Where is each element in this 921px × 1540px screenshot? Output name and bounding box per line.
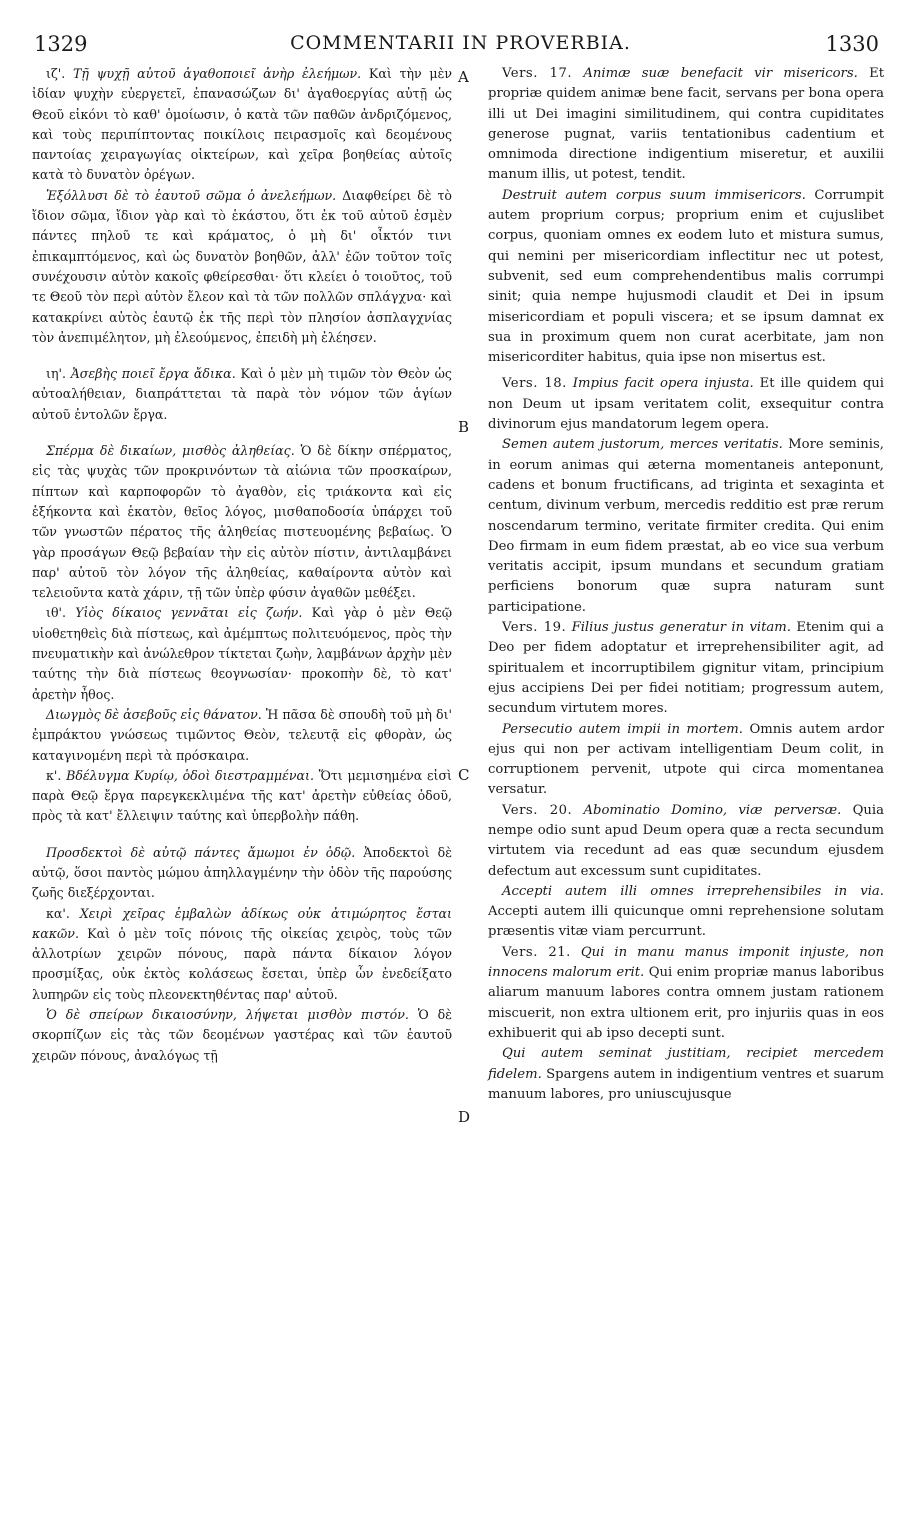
lemma: Abominatio Domino, viæ perversæ. (583, 802, 842, 818)
greek-paragraph: Ὁ δὲ σπείρων δικαιοσύνην, λήψεται μισθὸν πιστόν. Ὁ δὲ σκορπίζων εἰς τὰς τῶν δεομένων γαστέρας καὶ τῶν ἑαυτοῦ χειρῶν πόνους, ἀναλόγως τῇ (32, 1007, 452, 1063)
page-number-left: 1329 (34, 32, 88, 56)
margin-marker-c: C (458, 766, 470, 784)
latin-paragraph: Persecutio autem impii in mortem. Omnis autem ardor ejus qui non per activam intelligentiam Deum colit, in corruptionem pervenit, utpote qui circa momentanea versatur. (488, 721, 884, 798)
lemma: Impius facit opera injusta. (572, 376, 754, 392)
verse-number: Vers. 19. (502, 620, 567, 636)
latin-paragraph: Vers. 17. Animæ suæ benefacit vir misericors. Et propriæ quidem animæ bene facit, servans per bona opera illi ut Dei imagini similitudinem, qui contra cupiditates generose pugnat, variis tentationibus cadentium et omnimoda directione indigentium miseretur, et auxilii manum illis, ut potest, tendit. (488, 66, 884, 183)
greek-paragraph: Σπέρμα δὲ δικαίων, μισθὸς ἀληθείας. Ὁ δὲ δίκην σπέρματος, εἰς τὰς ψυχὰς τῶν προκρινόντων τὰ αἰώνια τῶν προσκαίρων, πίπτων καὶ καρποφορῶν τὸ ἀγαθὸν, εἰς τριάκοντα καὶ εἰς ἑξήκοντα καὶ ἑκατὸν, θεῖος λόγος, μισθαποδοσία ὑπάρχει τοῦ τῶν γνωστῶν πέρατος τῆς ἀληθείας πιστευομένης βεβαίως. Ὁ γὰρ προσάγων Θεῷ βεβαίαν τὴν εἰς αὐτὸν πίστιν, ἀντιλαμβάνει παρ' αὐτοῦ τὸν λόγον τῆς ἀληθείας, καθαίροντα αὐτὸν καὶ τελειοῦντα κατὰ χάριν, τῇ τῶν ὑπὲρ φύσιν ἀγαθῶν μεθέξει. (32, 443, 452, 601)
lemma: Υἱὸς δίκαιος γεννᾶται εἰς ζωήν. (75, 605, 303, 621)
verse-number: Vers. 17. (502, 66, 573, 81)
latin-paragraph: Qui autem seminat justitiam, recipiet mercedem fidelem. Spargens autem in indigentium ventres et suarum manuum labores, pro uniuscujusque (488, 1046, 884, 1102)
lemma: Animæ suæ benefacit vir misericors. (583, 66, 858, 81)
latin-paragraph: Destruit autem corpus suum immisericors. Corrumpit autem proprium corpus; proprium enim et cujuslibet corpus, quoniam omnes ex eodem luto et mistura sumus, qui nemini per misericordiam inflectitur nec ut potest, subvenit, sed eum comprehendentibus malis corrumpi sinit; quia nempe hujusmodi claudit et Dei in ipsum misericordiam et populi viscera; et se ipsum damnat ex sua in proximum quem non curat acerbitate, jam non misericorditer habitus, quia ipse non misertus est. (488, 187, 884, 366)
greek-paragraph: Ἐξόλλυσι δὲ τὸ ἑαυτοῦ σῶμα ὁ ἀνελεήμων. Διαφθείρει δὲ τὸ ἴδιον σῶμα, ἴδιον γὰρ καὶ τὸ ἑκάστου, ὅτι ἐκ τοῦ αὐτοῦ ἐσμὲν πάντες πηλοῦ τε καὶ κράματος, ὁ μὴ δι' οἶκτόν τινι ἐπικαμπτόμενος, καὶ ὡς δυνατὸν βοηθῶν, ἀλλ' ἐῶν τοῦτον τοῖς συνέχουσιν αὐτὸν κακοῖς φθείρεσθαι· ὅτι κλείει ὁ τοιοῦτος, τοῦ τε Θεοῦ τὸν περὶ αὐτὸν ἔλεον καὶ τὰ τῶν πολλῶν σπλάγχνα· καὶ κατακρίνει αὐτὸς ἑαυτῷ ἐκ τῆς περὶ τὸν πλησίον ἀσπλαγχνίας τὸν ἀνεπιμέλητον, μὴ ἐλεούμενος, ἐπειδὴ μὴ ἐλέησεν. (32, 187, 452, 345)
running-header (0, 32, 921, 60)
greek-paragraph: ιθ'. Υἱὸς δίκαιος γεννᾶται εἰς ζωήν. Καὶ γὰρ ὁ μὲν Θεῷ υἱοθετηθεὶς διὰ πίστεως, καὶ ἀμέμπτως πολιτευόμενος, πρὸς τὴν πνευματικὴν καὶ ἀνώλεθρον τίκτεται ζωὴν, λαμβάνων ἀρχὴν μὲν ταύτης τὴν διὰ πίστεως θεογνωσίαν· προκοπὴν δὲ, τὸ κατ' ἀρετὴν ἦθος. (32, 605, 452, 702)
margin-marker-b: B (458, 418, 470, 436)
lemma: Βδέλυγμα Κυρίῳ, ὁδοὶ διεστραμμέναι. (66, 767, 314, 783)
latin-paragraph: Accepti autem illi omnes irreprehensibiles in via. Accepti autem illi quicunque omni reprehensione solutam præsentis vitæ viam percurrunt. (488, 883, 884, 940)
verse-number: Vers. 21. (502, 944, 571, 960)
margin-marker-a: A (458, 68, 469, 86)
lemma: Qui in manu manus imponit injuste, non innocens malorum erit. (488, 944, 884, 981)
lemma: Ἐξόλλυσι δὲ τὸ ἑαυτοῦ σῶμα ὁ ἀνελεήμων. (46, 187, 337, 203)
margin-marker-d: D (458, 1108, 471, 1126)
lemma: Ἀσεβὴς ποιεῖ ἔργα ἄδικα. (70, 366, 236, 382)
latin-paragraph: Vers. 20. Abominatio Domino, viæ perversæ. Quia nempe odio sunt apud Deum opera quæ a recta secundum virtutem via recedunt ad eas quæ secundum ejusdem defectum aut excessum sunt cupiditates. (488, 802, 884, 879)
lemma: Τῇ ψυχῇ αὐτοῦ ἀγαθοποιεῖ ἀνὴρ ἐλεήμων. (72, 66, 362, 81)
latin-paragraph: Semen autem justorum, merces veritatis. More seminis, in eorum animas qui æterna momentaneis anteponunt, cadens et bonum fructificans, ad triginta et sexaginta et centum, divinum verbum, mercedis redditio est præ rerum noscendarum termino, veritate firmiter credita. Qui enim Deo firmam in eum fidem præstat, ab eo vice sua verbum veritatis accipit, ipsum mundans et secundum gratiam perficiens bonorum quæ supra naturam sunt participatione. (488, 437, 884, 615)
lemma: Destruit autem corpus suum immisericors. (502, 187, 806, 203)
latin-paragraph: Vers. 18. Impius facit opera injusta. Et ille quidem qui non Deum ut ipsam veritatem colit, exsequitur contra divinorum ejus mandatorum legem opera. (488, 376, 884, 433)
lemma: Persecutio autem impii in mortem. (502, 721, 743, 737)
greek-paragraph: κ'. Βδέλυγμα Κυρίῳ, ὁδοὶ διεστραμμέναι. Ὅτι μεμισημένα εἰσὶ παρὰ Θεῷ ἔργα παρεγκεκλιμένα τῆς κατ' ἀρετὴν εὐθείας ὁδοῦ, πρὸς τὰ κατ' ἔλλειψιν ταύτης καὶ ὑπερβολὴν πάθη. (32, 767, 452, 824)
running-title: COMMENTARII IN PROVERBIA. (290, 32, 631, 54)
latin-paragraph: Vers. 21. Qui in manu manus imponit injuste, non innocens malorum erit. Qui enim propriæ manus laboribus aliarum manuum labores contra omnem justam rationem miscuerit, non extra ultionem erit, pro injuriis quas in eos exhibuerit qui ab ipso decepti sunt. (488, 944, 884, 1041)
greek-paragraph: Προσδεκτοὶ δὲ αὐτῷ πάντες ἄμωμοι ἐν ὁδῷ. Ἀποδεκτοὶ δὲ αὐτῷ, ὅσοι παντὸς μώμου ἀπηλλαγμένην τὴν ὁδὸν τῆς παρούσης ζωῆς διεξέρχονται. (32, 844, 452, 901)
greek-paragraph: ιη'. Ἀσεβὴς ποιεῖ ἔργα ἄδικα. Καὶ ὁ μὲν μὴ τιμῶν τὸν Θεὸν ὡς αὐτοαλήθειαν, διαπράττεται τὰ παρὰ τὸν νόμον τῶν ἁγίων αὐτοῦ ἐντολῶν ἔργα. (32, 366, 452, 422)
lemma: Προσδεκτοὶ δὲ αὐτῷ πάντες ἄμωμοι ἐν ὁδῷ. (46, 844, 356, 860)
lemma: Accepti autem illi omnes irreprehensibiles in via. (502, 883, 884, 899)
verse-number: Vers. 18. (502, 376, 567, 392)
greek-column (32, 64, 452, 1066)
latin-paragraph: Vers. 19. Filius justus generatur in vitam. Etenim qui a Deo per fidem adoptatur et irreprehensibiliter agit, ad spiritualem et incorruptibilem gignitur vitam, principium ejus accipiens Dei per fidei notitiam; progressum autem, secundum virtutem mores. (488, 620, 884, 717)
verse-number: Vers. 20. (502, 802, 573, 818)
lemma: Filius justus generatur in vitam. (571, 620, 791, 636)
lemma: Semen autem justorum, merces veritatis. (502, 437, 783, 453)
page-number-right: 1330 (825, 32, 879, 56)
greek-paragraph: κα'. Χειρὶ χεῖρας ἐμβαλὼν ἀδίκως οὐκ ἀτιμώρητος ἔσται κακῶν. Καὶ ὁ μὲν τοῖς πόνοις τῆς οἰκείας χειρὸς, τοὺς τῶν ἀλλοτρίων χειρῶν πόνους, παρὰ πάντα δίκαιον λόγον προσμίξας, οὐκ ἐκτὸς κολάσεως ἔσεται, ὑπὲρ ὧν ἐνεδείξατο λυπηρῶν εἰς τοὺς πλεονεκτηθέντας παρ' αὐτοῦ. (32, 905, 452, 1002)
lemma: Χειρὶ χεῖρας ἐμβαλὼν ἀδίκως οὐκ ἀτιμώρητος ἔσται κακῶν. (32, 905, 452, 941)
lemma: Qui autem seminat justitiam, recipiet mercedem fidelem. (488, 1046, 884, 1082)
lemma: Διωγμὸς δὲ ἀσεβοῦς εἰς θάνατον. (46, 706, 262, 722)
lemma: Σπέρμα δὲ δικαίων, μισθὸς ἀληθείας. (46, 443, 295, 459)
latin-column (488, 64, 884, 1105)
lemma: Ὁ δὲ σπείρων δικαιοσύνην, λήψεται μισθὸν πιστόν. (46, 1007, 409, 1023)
greek-paragraph: ιζ'. Τῇ ψυχῇ αὐτοῦ ἀγαθοποιεῖ ἀνὴρ ἐλεήμων. Καὶ τὴν μὲν ἰδίαν ψυχὴν εὐεργετεῖ, ἐπανασώζων δι' ἀγαθοεργίας αὐτῇ ὡς Θεοῦ εἰκόνι τὸ καθ' ὁμοίωσιν, ὁ κατὰ τῶν παθῶν ἀνδριζόμενος, καὶ τοὺς περιπίπτοντας ποικίλοις πειρασμοῖς καὶ δεομένους παντοίας χειραγωγίας οἰκτείρων, καὶ χεῖρα βοηθείας αὐτοῖς κατὰ τὸ δυνατὸν ὀρέγων. (32, 66, 452, 183)
greek-paragraph: Διωγμὸς δὲ ἀσεβοῦς εἰς θάνατον. Ἡ πᾶσα δὲ σπουδὴ τοῦ μὴ δι' ἐμπράκτου γνώσεως τιμῶντος Θεὸν, τελευτᾷ εἰς φθορὰν, ὡς καταγινομένη περὶ τὰ πρόσκαιρα. (32, 706, 452, 763)
